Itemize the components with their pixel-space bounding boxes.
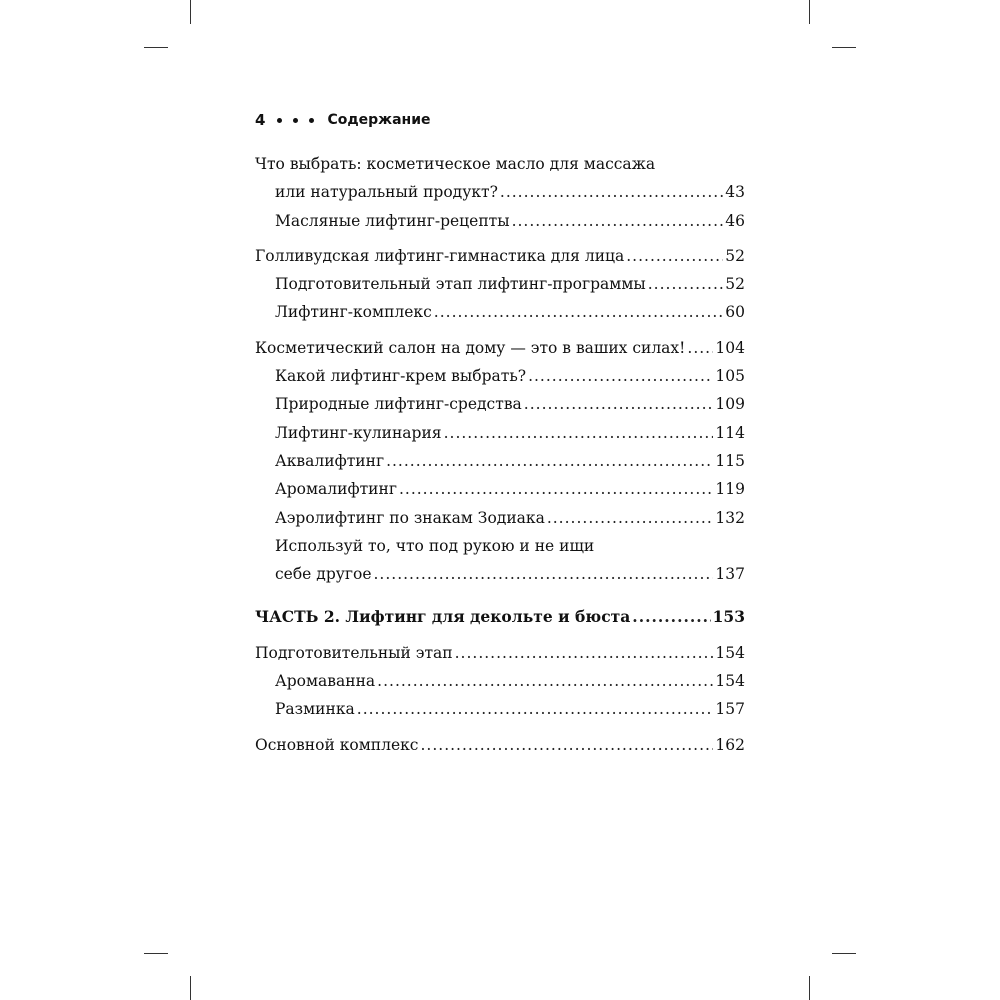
toc-entry-page: 119 [715,480,745,499]
running-header [255,110,431,130]
crop-mark [190,976,191,1000]
toc-entry-label: Аромаванна [275,672,376,691]
toc-entry-label: себе другое [275,565,372,584]
crop-mark [832,953,856,954]
dot-leader [547,504,714,532]
toc-entry-label: Аквалифтинг [275,451,385,470]
toc-entry[interactable] [255,178,745,206]
toc-entry-page: 105 [715,367,745,386]
toc-entry-label: Природные лифтинг-средства [275,395,522,414]
toc-entry-page: 154 [715,643,745,662]
toc-entry-page: 153 [712,607,745,627]
page-number: 4 [255,111,266,129]
toc-entry[interactable] [255,207,745,235]
toc-entry-label: Аэролифтинг по знакам Зодиака [275,508,545,527]
toc-entry-page: 137 [715,565,745,584]
dot-leader [524,390,714,418]
dot-leader [377,667,713,695]
crop-mark [809,976,810,1000]
toc-entry[interactable] [255,475,745,503]
dot-leader [648,270,724,298]
dot-leader [386,447,713,475]
toc-entry-page: 114 [715,423,745,442]
table-of-contents [255,150,745,759]
toc-entry-page: 115 [715,451,745,470]
toc-entry-line: Используй то, что под рукою и не ищи [275,536,595,555]
bullet-dot [293,118,298,123]
toc-entry-label: Аромалифтинг [275,480,397,499]
toc-entry[interactable] [255,390,745,418]
crop-mark [144,47,168,48]
toc-entry-page: 43 [725,183,745,202]
dot-leader [399,475,713,503]
toc-entry-label: Лифтинг-кулинария [275,423,442,442]
toc-entry-label: Основной комплекс [255,735,419,754]
toc-entry-label: ЧАСТЬ 2. Лифтинг для декольте и бюста [255,607,631,627]
toc-entry-label: Разминка [275,700,355,719]
dot-leader [374,560,714,588]
toc-part-entry[interactable] [255,603,745,631]
section-title: Содержание [327,112,431,128]
toc-entry[interactable] [255,639,745,667]
toc-entry-page: 154 [715,672,745,691]
bullet-dot [309,118,314,123]
toc-entry-label: Подготовительный этап лифтинг-программы [275,275,646,294]
dot-leader [455,639,714,667]
toc-entry-label: или натуральный продукт? [275,183,498,202]
toc-entry-page: 52 [725,246,745,265]
dot-leader [421,731,714,759]
toc-entry-label: Какой лифтинг-крем выбрать? [275,367,527,386]
toc-entry-label: Голливудская лифтинг-гимнастика для лица [255,246,625,265]
toc-entry[interactable] [255,695,745,723]
crop-mark [809,0,810,24]
toc-entry[interactable] [255,419,745,447]
toc-entry[interactable] [255,242,745,270]
toc-entry[interactable] [255,447,745,475]
toc-entry-page: 157 [715,700,745,719]
toc-entry-page: 52 [725,275,745,294]
bullet-dot [277,118,282,123]
toc-entry[interactable] [255,270,745,298]
toc-entry-page: 109 [715,395,745,414]
toc-entry-line: Что выбрать: косметическое масло для массажа [255,155,656,173]
dot-leader [357,695,714,723]
dot-leader [434,298,723,326]
toc-entry[interactable] [255,298,745,326]
dot-leader [500,178,723,206]
toc-entry-page: 104 [715,338,745,357]
toc-entry-page: 162 [715,735,745,754]
crop-mark [144,953,168,954]
dot-leader [632,603,710,631]
toc-entry-label: Лифтинг-комплекс [275,303,432,322]
crop-mark [832,47,856,48]
toc-entry-label: Косметический салон на дому — это в ваших силах! [255,338,686,357]
toc-entry[interactable] [255,731,745,759]
toc-entry[interactable] [255,504,745,532]
toc-entry[interactable] [255,667,745,695]
toc-entry-page: 60 [725,303,745,322]
crop-mark [190,0,191,24]
toc-entry-page: 46 [725,211,745,230]
dot-leader [528,362,713,390]
dot-leader [687,334,713,362]
dot-leader [512,207,724,235]
dot-leader [626,242,723,270]
toc-entry-label: Подготовительный этап [255,643,453,662]
toc-entry[interactable] [255,362,745,390]
toc-entry[interactable] [255,334,745,362]
toc-entry-label: Масляные лифтинг-рецепты [275,211,510,230]
dot-leader [444,419,714,447]
toc-entry[interactable] [255,560,745,588]
toc-entry-page: 132 [715,508,745,527]
